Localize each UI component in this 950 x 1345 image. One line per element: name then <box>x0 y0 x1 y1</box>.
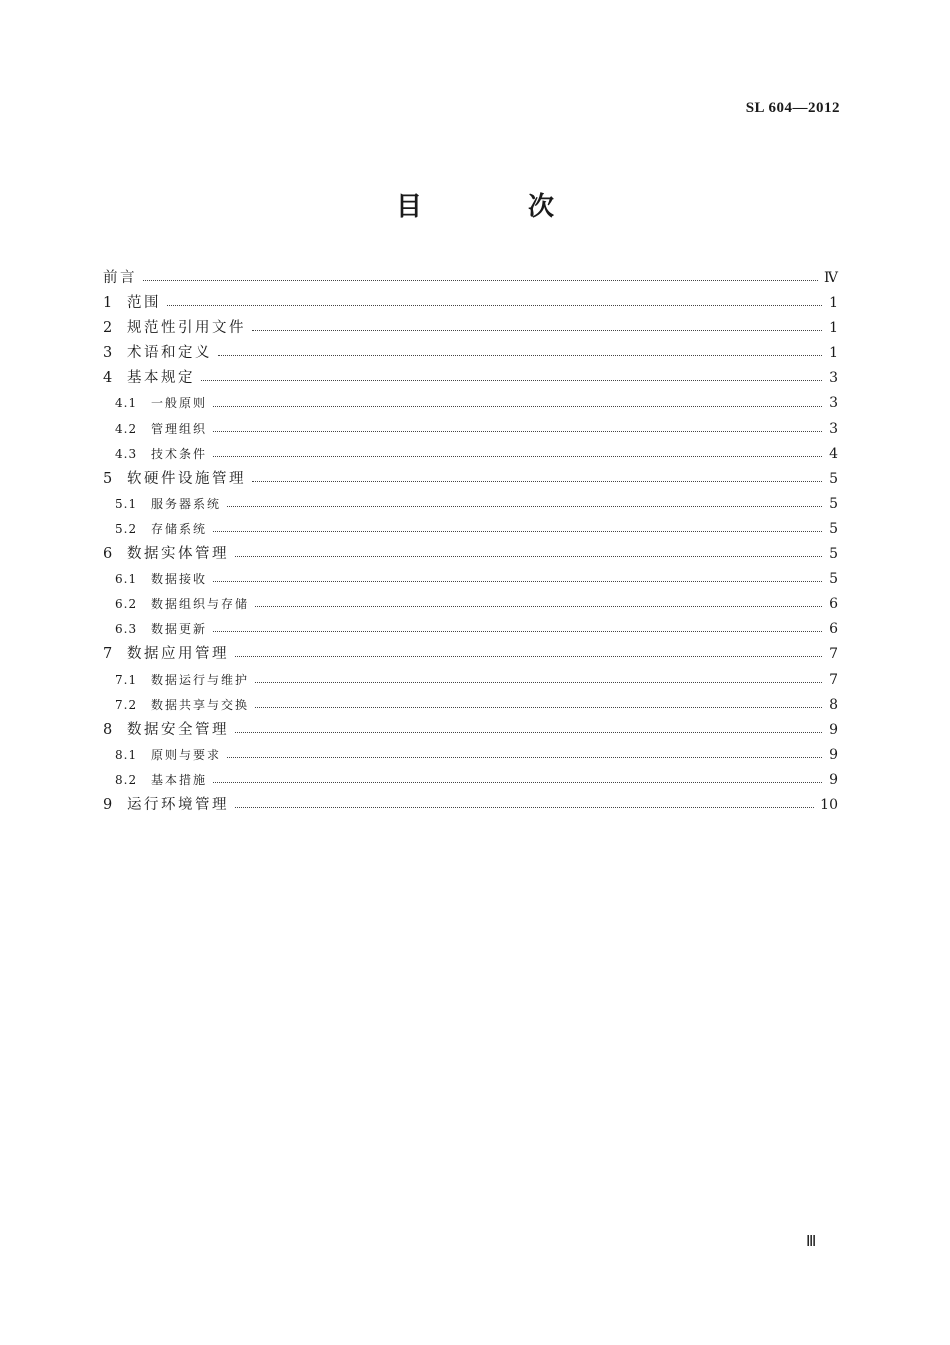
page-number: Ⅲ <box>806 1234 817 1250</box>
toc-entry-page: 3 <box>829 370 838 387</box>
toc-entry[interactable] <box>103 542 838 567</box>
toc-entry[interactable] <box>103 366 838 391</box>
toc-entry-number: 4.1 <box>115 396 138 411</box>
toc-entry-number: 8.1 <box>115 747 138 762</box>
toc-entry-number: 1 <box>103 295 113 312</box>
toc-entry-label: 基本措施 <box>151 772 208 787</box>
toc-entry-page: 9 <box>829 771 838 788</box>
toc-entry-number: 4.2 <box>115 421 138 436</box>
toc-entry-label: 数据应用管理 <box>127 646 229 663</box>
toc-entry-page: 5 <box>829 495 838 512</box>
toc-entry-page: 10 <box>820 796 838 813</box>
toc-entry-number: 6.3 <box>115 622 138 637</box>
toc-entry-number: 8.2 <box>115 772 138 787</box>
dot-leader <box>218 355 822 356</box>
toc-entry-label: 管理组织 <box>151 421 208 436</box>
toc-entry-label: 规范性引用文件 <box>127 320 246 337</box>
toc-entry-page: 1 <box>829 345 838 362</box>
toc-entry-number: 7.1 <box>115 672 138 687</box>
toc-entry-number: 9 <box>103 796 113 813</box>
toc-entry-page: 9 <box>829 746 838 763</box>
toc-entry-page: 5 <box>829 470 838 487</box>
toc-entry-page: 8 <box>829 696 838 713</box>
dot-leader <box>143 280 818 281</box>
dot-leader <box>213 631 822 632</box>
toc-entry-page: 3 <box>829 420 838 437</box>
dot-leader <box>201 380 822 381</box>
toc-entry-number: 3 <box>103 345 113 362</box>
dot-leader <box>213 431 822 432</box>
dot-leader <box>213 406 822 407</box>
toc-entry-label: 基本规定 <box>127 370 195 387</box>
toc-entry[interactable] <box>103 592 838 617</box>
toc-entry-page: 7 <box>829 646 838 663</box>
dot-leader <box>255 606 822 607</box>
toc-entry-label: 数据接收 <box>151 572 208 587</box>
dot-leader <box>167 305 822 306</box>
dot-leader <box>255 707 822 708</box>
toc-entry-label: 服务器系统 <box>151 496 222 511</box>
toc-entry[interactable] <box>103 743 838 768</box>
dot-leader <box>252 481 822 482</box>
table-of-contents <box>103 266 838 818</box>
toc-entry-number: 2 <box>103 320 113 337</box>
toc-entry-label: 范围 <box>127 295 161 312</box>
toc-entry-number: 4.3 <box>115 446 138 461</box>
toc-entry-number: 8 <box>103 721 113 738</box>
toc-entry[interactable] <box>103 793 838 818</box>
dot-leader <box>252 330 822 331</box>
toc-entry-number: 5.2 <box>115 521 138 536</box>
toc-entry[interactable] <box>103 316 838 341</box>
dot-leader <box>235 656 822 657</box>
toc-entry-page: Ⅳ <box>824 270 838 286</box>
toc-entry-number: 6 <box>103 546 113 563</box>
toc-entry[interactable] <box>103 442 838 467</box>
dot-leader <box>213 456 822 457</box>
toc-entry[interactable] <box>103 567 838 592</box>
toc-entry[interactable] <box>103 391 838 416</box>
toc-entry-number: 7 <box>103 646 113 663</box>
dot-leader <box>213 581 822 582</box>
toc-entry[interactable] <box>103 417 838 442</box>
dot-leader <box>213 782 822 783</box>
dot-leader <box>235 556 822 557</box>
toc-entry[interactable] <box>103 266 838 291</box>
toc-entry[interactable] <box>103 718 838 743</box>
toc-entry-page: 7 <box>829 671 838 688</box>
toc-entry-number: 5 <box>103 470 113 487</box>
toc-entry-label: 数据实体管理 <box>127 546 229 563</box>
toc-entry-label: 术语和定义 <box>127 345 212 362</box>
toc-entry-page: 6 <box>829 621 838 638</box>
toc-entry[interactable] <box>103 517 838 542</box>
toc-entry-page: 4 <box>829 445 838 462</box>
dot-leader <box>235 732 822 733</box>
toc-entry-page: 5 <box>829 571 838 588</box>
toc-entry-page: 5 <box>829 520 838 537</box>
dot-leader <box>213 531 822 532</box>
toc-entry-number: 5.1 <box>115 496 138 511</box>
toc-entry-label: 数据安全管理 <box>127 721 229 738</box>
toc-entry-page: 5 <box>829 546 838 563</box>
toc-entry-number: 4 <box>103 370 113 387</box>
toc-entry[interactable] <box>103 642 838 667</box>
toc-entry[interactable] <box>103 768 838 793</box>
standard-code: SL 604—2012 <box>745 100 840 116</box>
toc-entry[interactable] <box>103 291 838 316</box>
toc-entry-number: 6.2 <box>115 597 138 612</box>
toc-entry-label: 技术条件 <box>151 446 208 461</box>
page-title: 目 次 <box>395 192 594 222</box>
toc-entry-label: 数据组织与存储 <box>151 597 250 612</box>
dot-leader <box>227 506 822 507</box>
toc-entry-page: 1 <box>829 320 838 337</box>
dot-leader <box>227 757 822 758</box>
toc-entry-label: 软硬件设施管理 <box>127 470 246 487</box>
toc-entry-label: 运行环境管理 <box>127 796 229 813</box>
toc-entry[interactable] <box>103 668 838 693</box>
toc-entry-label: 存储系统 <box>151 521 208 536</box>
toc-entry-label: 前言 <box>103 270 137 286</box>
toc-entry-page: 6 <box>829 596 838 613</box>
toc-entry-page: 1 <box>829 295 838 312</box>
dot-leader <box>255 682 822 683</box>
toc-entry-page: 3 <box>829 395 838 412</box>
toc-entry[interactable] <box>103 341 838 366</box>
toc-entry[interactable] <box>103 693 838 718</box>
toc-entry-label: 原则与要求 <box>151 747 222 762</box>
toc-entry-number: 7.2 <box>115 697 138 712</box>
toc-entry-label: 数据运行与维护 <box>151 672 250 687</box>
toc-entry-number: 6.1 <box>115 572 138 587</box>
dot-leader <box>235 807 814 808</box>
toc-entry[interactable] <box>103 492 838 517</box>
toc-entry-label: 数据更新 <box>151 622 208 637</box>
toc-entry[interactable] <box>103 617 838 642</box>
toc-entry-label: 一般原则 <box>151 396 208 411</box>
toc-entry[interactable] <box>103 467 838 492</box>
toc-entry-label: 数据共享与交换 <box>151 697 250 712</box>
toc-entry-page: 9 <box>829 721 838 738</box>
